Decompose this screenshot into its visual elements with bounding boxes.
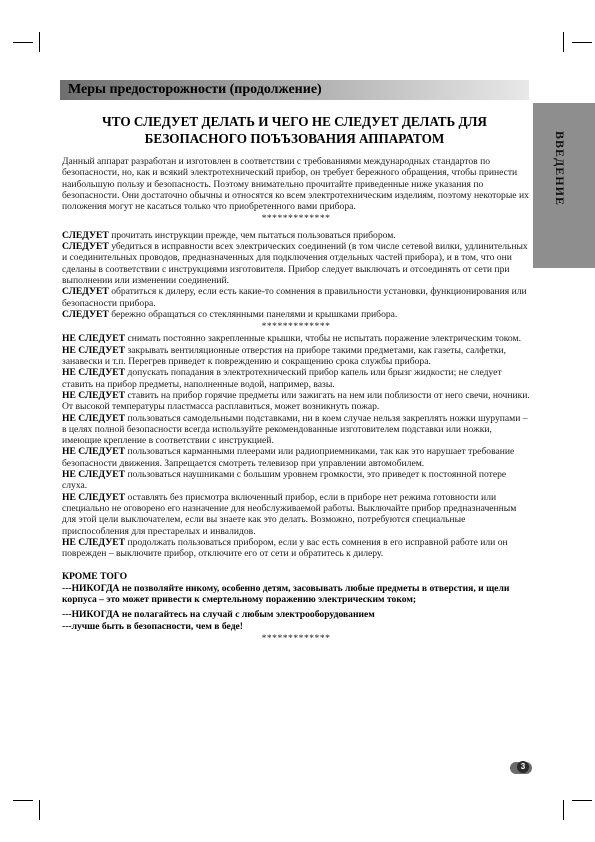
dont-label: НЕ СЛЕДУЕТ: [62, 491, 126, 503]
do-label: СЛЕДУЕТ: [62, 308, 109, 320]
separator: *************: [261, 321, 331, 333]
do-text: бережно обращаться со стеклянными панелями и крышками прибора.: [108, 308, 398, 320]
dont-label: НЕ СЛЕДУЕТ: [62, 344, 126, 356]
intro-paragraph: Данный аппарат разработан и изготовлен в соответствии с требованиями международных стандартов по безопасности, но, как и всякий электротехнический прибор, он требует бережного обращения, чтобы принести наибольшую пользу и безопасность. Поэтому внимательно прочитайте приведенные ниже указания по безопасности. Они достаточно обычны и относятся ко всем электротехническим изделиям, поэтому некоторые их положения могут не касаться только что приобретенного вами прибора.: [62, 156, 529, 213]
dont-text: снимать постоянно закрепленные крышки, чтобы не испытать поражение электрическим током.: [125, 333, 522, 345]
also-paragraph: ---лучше быть в безопасности, чем в беде!: [62, 620, 243, 632]
crop-mark: [563, 32, 564, 52]
crop-mark: [572, 42, 592, 43]
dont-text: пользоваться самодельными подставками, ни в коем случае нельзя закреплять ножки шурупами – в целях полной безопасности всегда используйте рекомендованные изготовителем подставки или ножки, имеющие крепление в соответствии с инструкцией.: [62, 412, 528, 447]
dont-label: НЕ СЛЕДУЕТ: [62, 412, 126, 424]
dont-item: [62, 492, 530, 537]
crop-mark: [572, 800, 592, 801]
dont-item: [62, 367, 530, 390]
section-header-title: Меры предосторожности (продолжение): [68, 82, 322, 97]
crop-mark: [13, 42, 33, 43]
crop-mark: [13, 800, 33, 801]
separator: *************: [261, 632, 331, 644]
dont-text: оставлять без присмотра включенный прибор, если в приборе нет режима готовности или специально не оговорено его назначение для необслуживаемой работы. Выключайте прибор предназначенным для этой цели выключателем, если вы знаете как это делать. Возможно, потребуются специальные приспособления для престарелых и инвалидов.: [62, 491, 517, 537]
crop-mark: [563, 800, 564, 820]
page-title-line: БЕЗОПАСНОГО ПОЪЪЗОВАНИЯ АППАРАТОМ: [144, 131, 445, 146]
do-item: [62, 230, 530, 241]
dont-item: [62, 333, 530, 344]
also-paragraph: ---НИКОГДА не позволяйте никому, особенно детям, засовывать любые предметы в отверстия, и щели корпуса – это может привести к смертельному поражению электрическим током;: [62, 582, 510, 605]
dont-label: НЕ СЛЕДУЕТ: [62, 536, 126, 548]
page-title-line: ЧТО СЛЕДУЕТ ДЕЛАТЬ И ЧЕГО НЕ СЛЕДУЕТ ДЕЛАТЬ ДЛЯ: [102, 114, 487, 129]
dont-text: пользоваться наушниками с большим уровнем громкости, это приведет к постоянной потере слуха.: [62, 469, 507, 492]
document-body: [62, 156, 530, 645]
dont-label: НЕ СЛЕДУЕТ: [62, 367, 126, 379]
do-label: СЛЕДУЕТ: [62, 241, 109, 253]
side-tab-label: ВВЕДЕНИЕ: [553, 131, 567, 206]
dont-item: [62, 537, 530, 560]
dont-item: [62, 469, 530, 492]
dont-text: допускать попадания в электротехнический прибор капель или брызг жидкости; не следует ставить на прибор предметы, наполненные водой, например, вазы.: [62, 367, 502, 390]
section-header-bar: [60, 80, 529, 100]
do-label: СЛЕДУЕТ: [62, 229, 109, 241]
dont-text: ставить на прибор горячие предметы или зажигать на нем или поблизости от него свечи, ночники. От высокой температуры пластмасса расплавиться, может возникнуть пожар.: [62, 389, 530, 413]
page-title: [60, 113, 529, 147]
dont-text: закрывать вентиляционные отверстия на приборе такими предметами, как газеты, салфетки, занавески и т.п. Перегрев приведет к повреждению и сокращению срока службы прибора.: [62, 344, 507, 368]
do-text: прочитать инструкции прежде, чем пытаться пользоваться прибором.: [108, 229, 396, 241]
dont-item: [62, 345, 530, 368]
dont-label: НЕ СЛЕДУЕТ: [62, 446, 126, 458]
do-item: [62, 309, 530, 320]
separator: *************: [261, 213, 331, 225]
dont-label: НЕ СЛЕДУЕТ: [62, 333, 126, 345]
page-number-badge: [510, 762, 532, 774]
do-text: обратиться к дилеру, если есть какие-то сомнения в правильности установки, функционирования или безопасности прибора.: [62, 286, 527, 309]
crop-mark: [39, 800, 40, 820]
dont-label: НЕ СЛЕДУЕТ: [62, 469, 126, 481]
do-label: СЛЕДУЕТ: [62, 286, 109, 298]
dont-text: пользоваться карманными плеерами или радиоприемниками, так как это нарушает требование безопасности движения. Запрещается смотреть телевизор при управлении автомобилем.: [62, 446, 515, 469]
dont-item: [62, 446, 530, 469]
crop-mark: [39, 32, 40, 52]
dont-item: [62, 413, 530, 447]
page-number: 3: [517, 761, 529, 773]
do-item: [62, 241, 530, 286]
side-tab: [533, 103, 595, 268]
do-text: убедиться в исправности всех электрических соединений (в том числе сетевой вилки, удлинительных и соединительных проводов, предназначенных для подключения отдельных частей прибора), и в том, что они сделаны в соответствии с инструкциями изготовителя. Прибор следует выключать и отсоединять от сети при выполнении или изменении соединений.: [62, 241, 528, 286]
also-heading: КРОМЕ ТОГО: [62, 571, 128, 583]
dont-label: НЕ СЛЕДУЕТ: [62, 389, 126, 401]
also-paragraph: ---НИКОГДА не полагайтесь на случай с любым электрооборудованием: [62, 609, 375, 621]
dont-text: продолжать пользоваться прибором, если у вас есть сомнения в его исправной работе или он поврежден – выключите прибор, отключите его от сети и обратитесь к дилеру.: [62, 536, 508, 560]
dont-item: [62, 390, 530, 413]
do-item: [62, 286, 530, 309]
